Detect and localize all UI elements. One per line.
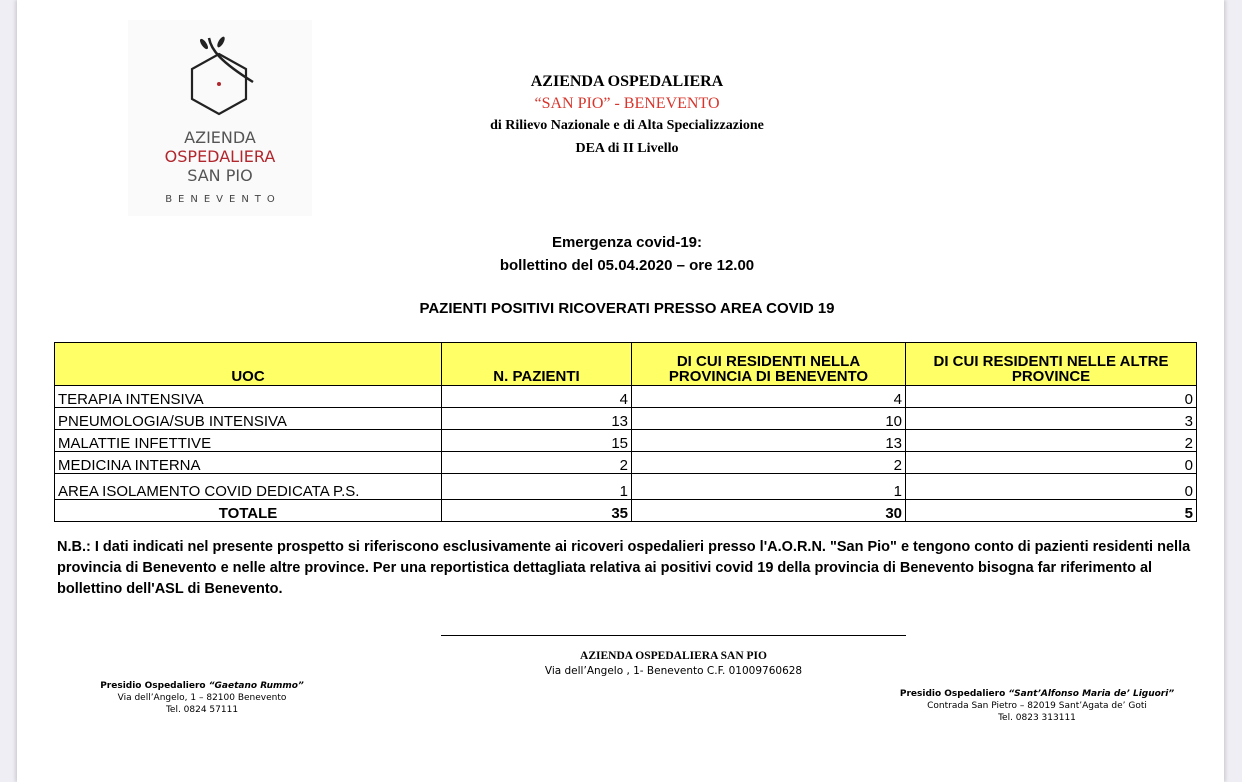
table-header-row: [55, 343, 1197, 386]
cell-pazienti: 15: [442, 430, 632, 452]
hexagon-branch-logo-icon: [183, 30, 263, 120]
logo-text-azienda: AZIENDA: [184, 128, 256, 147]
cell-altre: 0: [906, 452, 1197, 474]
cell-pazienti: 2: [442, 452, 632, 474]
hospital-logo: [128, 20, 312, 216]
cell-total-pazienti: 35: [442, 500, 632, 522]
cell-uoc: PNEUMOLOGIA/SUB INTENSIVA: [55, 408, 442, 430]
cell-benevento: 13: [632, 430, 906, 452]
cell-pazienti: 1: [442, 474, 632, 500]
cell-total-label: TOTALE: [55, 500, 442, 522]
cell-altre: 0: [906, 386, 1197, 408]
column-header-uoc: UOC: [55, 343, 442, 386]
presidio-name: “Gaetano Rummo”: [208, 681, 304, 691]
footnote: N.B.: I dati indicati nel presente prospetto si riferiscono esclusivamente ai ricoveri ospedalieri presso l'A.O.R.N. "San Pio" e tengono conto di pazienti residenti nella provincia di Benevento e nelle altre province. Per una reportistica dettagliata relativa ai positivi covid 19 della provincia di Benevento bisogna far riferimento al bollettino dell'ASL di Benevento.: [57, 539, 1191, 597]
table-row: [55, 430, 1197, 452]
footer-org-name: AZIENDA OSPEDALIERA SAN PIO: [580, 650, 767, 662]
table-row: [55, 452, 1197, 474]
cell-pazienti: 4: [442, 386, 632, 408]
cell-uoc: AREA ISOLAMENTO COVID DEDICATA P.S.: [55, 474, 442, 500]
header-org-description: di Rilievo Nazionale e di Alta Specializzazione: [490, 118, 764, 133]
cell-pazienti: 13: [442, 408, 632, 430]
table-row: [55, 408, 1197, 430]
cell-uoc: TERAPIA INTENSIVA: [55, 386, 442, 408]
logo-text-benevento: BENEVENTO: [165, 194, 281, 205]
table-row: [55, 386, 1197, 408]
footer-right-presidio: [887, 688, 1187, 724]
presidio-address: Contrada San Pietro – 82019 Sant’Agata de’ Goti: [927, 701, 1147, 711]
table-row: [55, 474, 1197, 500]
presidio-prefix: Presidio Ospedaliero: [100, 681, 209, 691]
presidio-phone: Tel. 0824 57111: [165, 705, 239, 715]
presidio-phone: Tel. 0823 313111: [998, 713, 1076, 723]
cell-uoc: MEDICINA INTERNA: [55, 452, 442, 474]
table-total-row: [55, 500, 1197, 522]
column-header-benevento: DI CUI RESIDENTI NELLA PROVINCIA DI BENEVENTO: [632, 343, 906, 386]
document-page: [17, 0, 1224, 782]
cell-benevento: 10: [632, 408, 906, 430]
header-org-subtitle: “SAN PIO” - BENEVENTO: [534, 95, 720, 112]
cell-uoc: MALATTIE INFETTIVE: [55, 430, 442, 452]
cell-benevento: 4: [632, 386, 906, 408]
bulletin-date: bollettino del 05.04.2020 – ore 12.00: [499, 257, 755, 274]
cell-benevento: 1: [632, 474, 906, 500]
cell-total-benevento: 30: [632, 500, 906, 522]
column-header-pazienti: N. PAZIENTI: [442, 343, 632, 386]
footer-divider: [441, 635, 906, 636]
cell-total-altre: 5: [906, 500, 1197, 522]
patients-table: [54, 342, 1197, 522]
logo-text-ospedaliera: OSPEDALIERA: [164, 147, 276, 166]
cell-benevento: 2: [632, 452, 906, 474]
presidio-address: Via dell’Angelo, 1 – 82100 Benevento: [117, 693, 287, 703]
cell-altre: 0: [906, 474, 1197, 500]
header-org-level: DEA di II Livello: [575, 141, 679, 156]
bulletin-title: Emergenza covid-19:: [551, 234, 703, 251]
column-header-altre: DI CUI RESIDENTI NELLE ALTRE PROVINCE: [906, 343, 1197, 386]
cell-altre: 2: [906, 430, 1197, 452]
logo-text-san-pio: SAN PIO: [187, 166, 253, 185]
table-title: PAZIENTI POSITIVI RICOVERATI PRESSO AREA COVID 19: [419, 300, 835, 317]
footer-left-presidio: [87, 680, 317, 716]
presidio-prefix: Presidio Ospedaliero: [899, 689, 1009, 699]
presidio-name: “Sant’Alfonso Maria de’ Liguori”: [1008, 689, 1175, 699]
footer-org-address: Via dell’Angelo , 1- Benevento C.F. 01009760628: [544, 665, 803, 677]
header-org-name: AZIENDA OSPEDALIERA: [530, 73, 724, 90]
cell-altre: 3: [906, 408, 1197, 430]
